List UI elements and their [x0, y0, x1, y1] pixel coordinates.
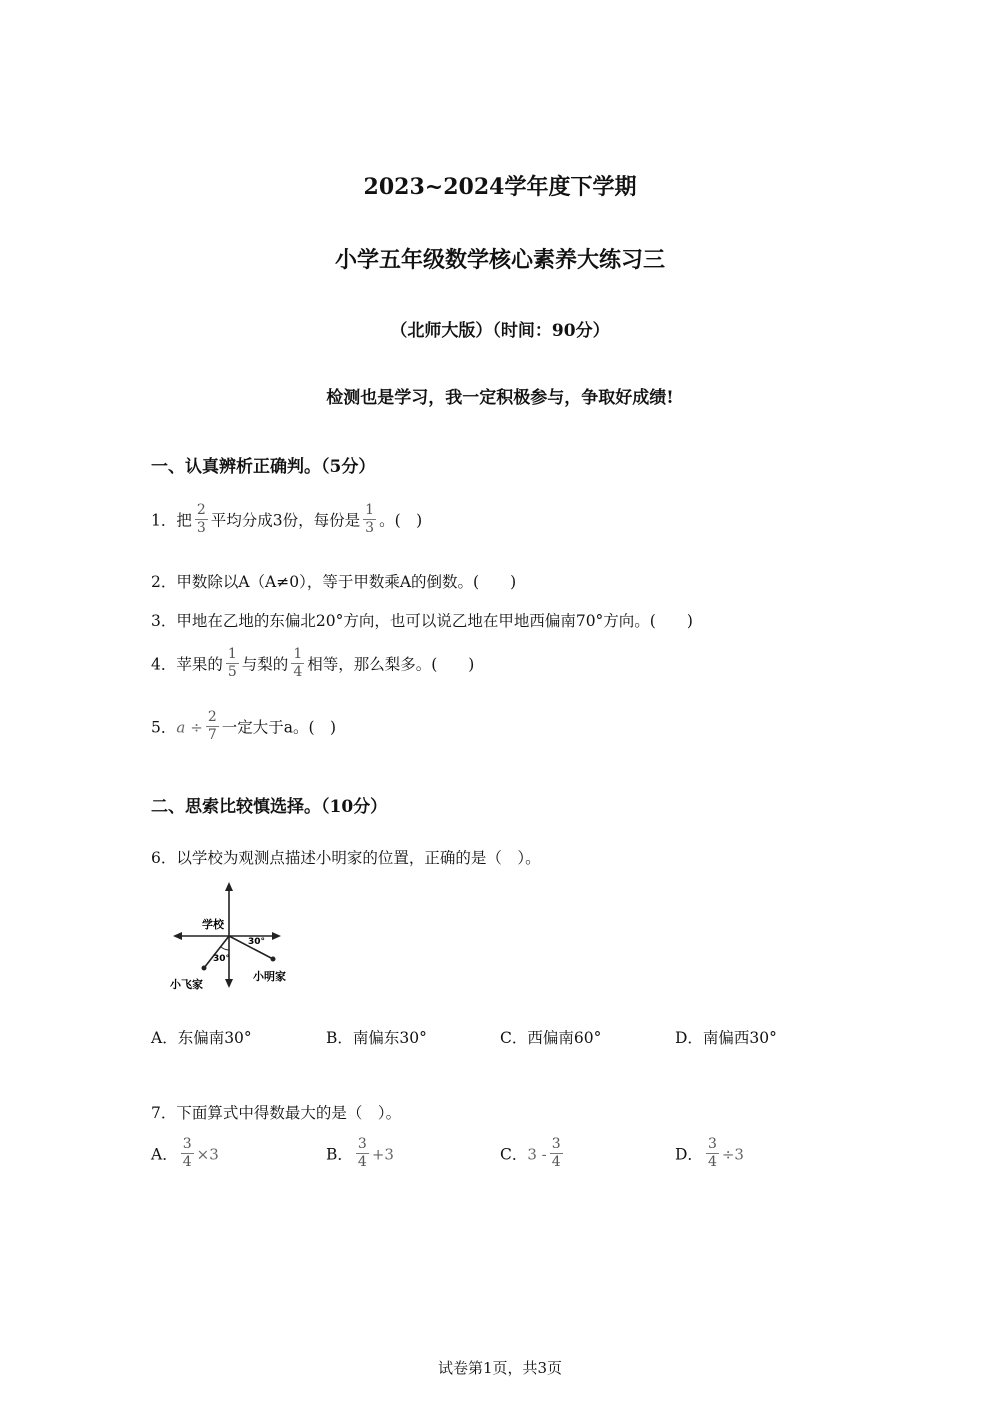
q4-text-pre: 4．苹果的: [151, 655, 223, 674]
q7-a-fraction: $\frac{3}{4}$: [182, 1136, 192, 1170]
q6-option-b[interactable]: B．南偏东30°: [326, 1029, 427, 1047]
q4-text-mid: 与梨的: [241, 655, 289, 674]
label-xiaofei-home: 小飞家: [170, 978, 203, 991]
q7-option-b[interactable]: B． $\frac{3}{4}$ +3: [326, 1136, 394, 1170]
section-1-title: 一、认真辨析正确判。（5分）: [151, 457, 376, 477]
label-xiaoming-home: 小明家: [253, 970, 286, 983]
label-angle-south: 30°: [213, 954, 231, 964]
q7-b-fraction: $\frac{3}{4}$: [357, 1136, 367, 1170]
q5-fraction: $\frac{2}{7}$: [207, 709, 217, 743]
label-angle-east: 30°: [248, 937, 266, 947]
q5-operator: ÷: [190, 718, 203, 737]
q1-answer-bracket[interactable]: 。( ): [379, 511, 423, 530]
q4-fraction-b: $\frac{1}{4}$: [293, 646, 303, 680]
question-7-stem: 7．下面算式中得数最大的是（ ）。: [151, 1104, 402, 1122]
question-1: [151, 504, 422, 539]
exam-main-title: 小学五年级数学核心素养大练习三: [334, 247, 665, 273]
question-6-stem: 6．以学校为观测点描述小明家的位置，正确的是（ ）。: [151, 849, 541, 867]
direction-diagram: [165, 880, 305, 995]
question-2: 2．甲数除以A（A≠0），等于甲数乘A的倒数。( ): [151, 573, 517, 591]
section-2-title: 二、思索比较慎选择。（10分）: [151, 797, 388, 817]
q1-fraction-b: $\frac{1}{3}$: [365, 502, 375, 536]
q5-text-post[interactable]: 一定大于a。( ): [221, 718, 337, 737]
page-footer: 试卷第1页，共3页: [437, 1359, 563, 1377]
q7-option-c[interactable]: C．3 - $\frac{3}{4}$: [500, 1136, 561, 1170]
q4-fraction-a: $\frac{1}{5}$: [227, 646, 237, 680]
q1-text-pre: 1．把: [151, 511, 192, 530]
question-3: 3．甲地在乙地的东偏北20°方向，也可以说乙地在甲地西偏南70°方向。( ): [151, 612, 693, 630]
q7-option-d[interactable]: D． $\frac{3}{4}$ ÷3: [675, 1136, 744, 1170]
q7-option-a[interactable]: A． $\frac{3}{4}$ ×3: [151, 1136, 219, 1170]
exam-year-title: 2023~2024学年度下学期: [363, 174, 637, 200]
q6-option-d[interactable]: D．南偏西30°: [675, 1029, 777, 1047]
question-5: [151, 711, 336, 746]
q4-answer-bracket[interactable]: 相等，那么梨多。( ): [307, 655, 475, 674]
question-4: [151, 648, 474, 683]
q5-variable: a: [176, 718, 186, 737]
q5-number: 5．: [151, 718, 177, 737]
q7-c-fraction: $\frac{3}{4}$: [551, 1136, 561, 1170]
q1-text-mid: 平均分成3份，每份是: [210, 511, 361, 530]
q6-option-c[interactable]: C．西偏南60°: [500, 1029, 602, 1047]
label-school: 学校: [202, 918, 224, 931]
exam-edition-time: （北师大版）（时间：90分）: [390, 321, 610, 341]
q7-d-fraction: $\frac{3}{4}$: [707, 1136, 717, 1170]
q6-option-a[interactable]: A．东偏南30°: [151, 1029, 252, 1047]
q1-fraction-a: $\frac{2}{3}$: [196, 502, 206, 536]
exam-motto: 检测也是学习，我一定积极参与，争取好成绩!: [326, 388, 674, 408]
